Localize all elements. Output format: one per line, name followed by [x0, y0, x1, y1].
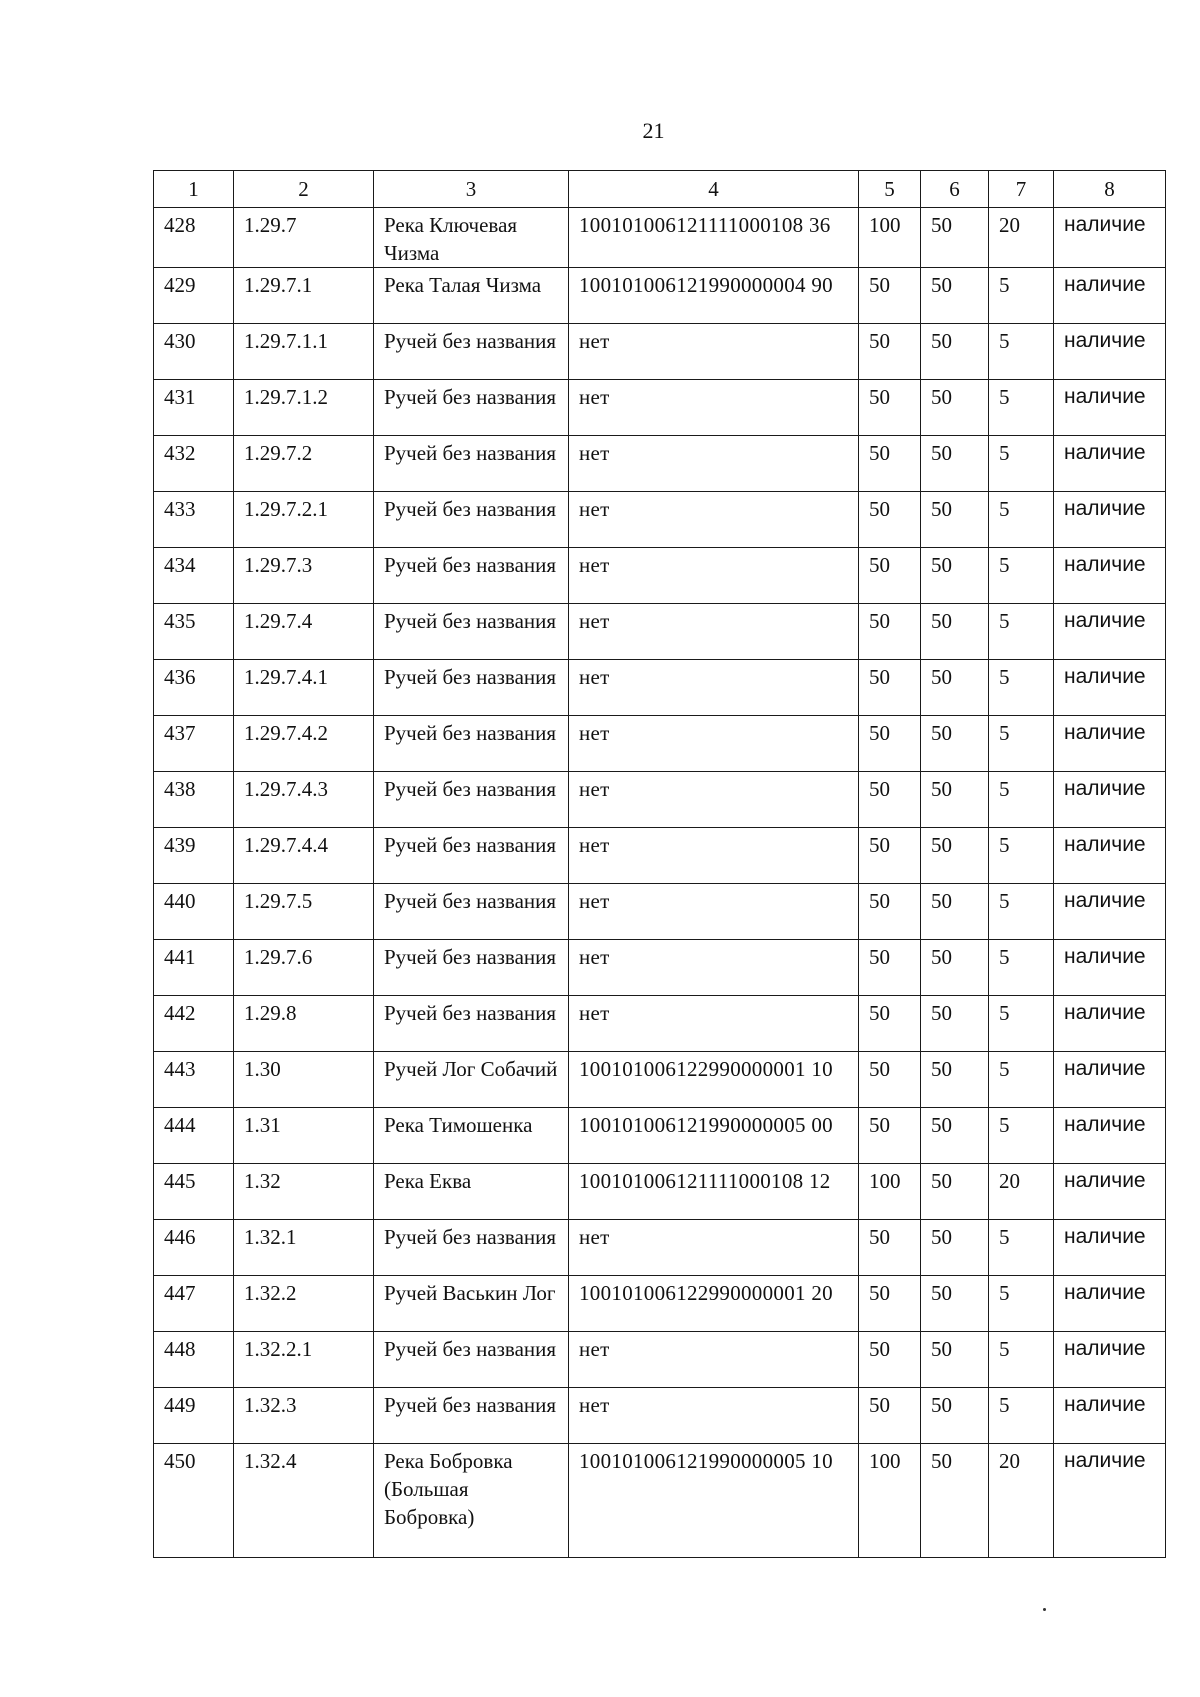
row-number: 448: [154, 1332, 234, 1388]
registry-code: нет: [569, 996, 859, 1052]
registry-code: 100101006121111000108 36: [569, 208, 859, 268]
protection-zone-width: 100: [859, 1444, 921, 1558]
water-protection-band: 20: [989, 1164, 1054, 1220]
availability-status: наличие: [1054, 208, 1166, 268]
table-row: [154, 1108, 1166, 1164]
registry-code: 100101006121990000005 10: [569, 1444, 859, 1558]
row-number: 440: [154, 884, 234, 940]
protection-zone-width: 50: [859, 324, 921, 380]
coastal-strip-width: 50: [921, 208, 989, 268]
water-protection-band: 5: [989, 1332, 1054, 1388]
row-number: 450: [154, 1444, 234, 1558]
table-row: [154, 1220, 1166, 1276]
availability-status: наличие: [1054, 1164, 1166, 1220]
water-body-name: Река Ключевая Чизма: [374, 208, 569, 268]
water-protection-band: 5: [989, 380, 1054, 436]
protection-zone-width: 100: [859, 208, 921, 268]
water-protection-band: 5: [989, 548, 1054, 604]
item-code: 1.32.4: [234, 1444, 374, 1558]
coastal-strip-width: 50: [921, 268, 989, 324]
coastal-strip-width: 50: [921, 436, 989, 492]
water-protection-band: 5: [989, 604, 1054, 660]
coastal-strip-width: 50: [921, 1164, 989, 1220]
column-header: 6: [921, 171, 989, 208]
water-body-name: Ручей без названия: [374, 716, 569, 772]
water-body-name: Ручей Васькин Лог: [374, 1276, 569, 1332]
protection-zone-width: 50: [859, 884, 921, 940]
item-code: 1.31: [234, 1108, 374, 1164]
row-number: 447: [154, 1276, 234, 1332]
water-protection-band: 5: [989, 772, 1054, 828]
row-number: 446: [154, 1220, 234, 1276]
item-code: 1.32: [234, 1164, 374, 1220]
water-protection-band: 5: [989, 884, 1054, 940]
water-protection-band: 5: [989, 1108, 1054, 1164]
availability-status: наличие: [1054, 436, 1166, 492]
coastal-strip-width: 50: [921, 380, 989, 436]
row-number: 443: [154, 1052, 234, 1108]
protection-zone-width: 50: [859, 940, 921, 996]
water-body-name: Река Тимошенка: [374, 1108, 569, 1164]
registry-code: нет: [569, 604, 859, 660]
table-row: [154, 604, 1166, 660]
water-body-name: Ручей без названия: [374, 436, 569, 492]
row-number: 439: [154, 828, 234, 884]
row-number: 433: [154, 492, 234, 548]
water-body-name: Ручей без названия: [374, 940, 569, 996]
table-header-row: [154, 171, 1166, 208]
registry-code: нет: [569, 660, 859, 716]
water-body-name: Ручей без названия: [374, 492, 569, 548]
table-row: [154, 268, 1166, 324]
water-protection-band: 20: [989, 1444, 1054, 1558]
availability-status: наличие: [1054, 604, 1166, 660]
coastal-strip-width: 50: [921, 716, 989, 772]
item-code: 1.29.7.6: [234, 940, 374, 996]
availability-status: наличие: [1054, 324, 1166, 380]
protection-zone-width: 50: [859, 772, 921, 828]
registry-code: 100101006122990000001 10: [569, 1052, 859, 1108]
item-code: 1.29.7.4.2: [234, 716, 374, 772]
protection-zone-width: 50: [859, 436, 921, 492]
row-number: 436: [154, 660, 234, 716]
water-body-name: Ручей без названия: [374, 380, 569, 436]
protection-zone-width: 50: [859, 492, 921, 548]
row-number: 437: [154, 716, 234, 772]
water-body-name: Ручей без названия: [374, 548, 569, 604]
item-code: 1.29.7.2.1: [234, 492, 374, 548]
row-number: 445: [154, 1164, 234, 1220]
registry-code: нет: [569, 940, 859, 996]
protection-zone-width: 50: [859, 548, 921, 604]
availability-status: наличие: [1054, 772, 1166, 828]
protection-zone-width: 50: [859, 1108, 921, 1164]
protection-zone-width: 50: [859, 828, 921, 884]
table-row: [154, 828, 1166, 884]
coastal-strip-width: 50: [921, 772, 989, 828]
table-row: [154, 1052, 1166, 1108]
table-row: [154, 380, 1166, 436]
water-body-name: Ручей без названия: [374, 1388, 569, 1444]
coastal-strip-width: 50: [921, 492, 989, 548]
row-number: 438: [154, 772, 234, 828]
table-row: [154, 492, 1166, 548]
registry-code: 100101006121990000004 90: [569, 268, 859, 324]
item-code: 1.29.7.4: [234, 604, 374, 660]
item-code: 1.29.8: [234, 996, 374, 1052]
registry-code: 100101006121111000108 12: [569, 1164, 859, 1220]
column-header: 1: [154, 171, 234, 208]
protection-zone-width: 50: [859, 268, 921, 324]
availability-status: наличие: [1054, 1052, 1166, 1108]
water-body-name: Ручей Лог Собачий: [374, 1052, 569, 1108]
water-protection-band: 5: [989, 1052, 1054, 1108]
row-number: 432: [154, 436, 234, 492]
column-header: 3: [374, 171, 569, 208]
water-body-name: Ручей без названия: [374, 1220, 569, 1276]
row-number: 444: [154, 1108, 234, 1164]
availability-status: наличие: [1054, 268, 1166, 324]
water-protection-band: 5: [989, 324, 1054, 380]
table-row: [154, 208, 1166, 268]
availability-status: наличие: [1054, 828, 1166, 884]
availability-status: наличие: [1054, 1444, 1166, 1558]
item-code: 1.32.2: [234, 1276, 374, 1332]
registry-code: нет: [569, 1388, 859, 1444]
item-code: 1.32.3: [234, 1388, 374, 1444]
item-code: 1.29.7.4.3: [234, 772, 374, 828]
water-protection-band: 20: [989, 208, 1054, 268]
water-protection-band: 5: [989, 1388, 1054, 1444]
registry-code: нет: [569, 1220, 859, 1276]
protection-zone-width: 50: [859, 1276, 921, 1332]
protection-zone-width: 50: [859, 1220, 921, 1276]
coastal-strip-width: 50: [921, 1052, 989, 1108]
registry-code: 100101006121990000005 00: [569, 1108, 859, 1164]
table-row: [154, 660, 1166, 716]
column-header: 2: [234, 171, 374, 208]
water-protection-band: 5: [989, 660, 1054, 716]
water-body-name: Ручей без названия: [374, 996, 569, 1052]
row-number: 442: [154, 996, 234, 1052]
water-body-name: Ручей без названия: [374, 324, 569, 380]
coastal-strip-width: 50: [921, 828, 989, 884]
registry-code: нет: [569, 548, 859, 604]
water-protection-band: 5: [989, 268, 1054, 324]
protection-zone-width: 100: [859, 1164, 921, 1220]
table-row: [154, 1332, 1166, 1388]
item-code: 1.29.7.1.2: [234, 380, 374, 436]
water-body-name: Река Еква: [374, 1164, 569, 1220]
coastal-strip-width: 50: [921, 324, 989, 380]
registry-code: нет: [569, 380, 859, 436]
item-code: 1.29.7.4.4: [234, 828, 374, 884]
water-protection-band: 5: [989, 436, 1054, 492]
item-code: 1.29.7.1: [234, 268, 374, 324]
registry-code: нет: [569, 716, 859, 772]
availability-status: наличие: [1054, 996, 1166, 1052]
availability-status: наличие: [1054, 884, 1166, 940]
coastal-strip-width: 50: [921, 1332, 989, 1388]
water-body-name: Ручей без названия: [374, 884, 569, 940]
protection-zone-width: 50: [859, 1388, 921, 1444]
coastal-strip-width: 50: [921, 940, 989, 996]
water-protection-band: 5: [989, 828, 1054, 884]
table-row: [154, 548, 1166, 604]
water-protection-band: 5: [989, 492, 1054, 548]
row-number: 431: [154, 380, 234, 436]
coastal-strip-width: 50: [921, 1276, 989, 1332]
coastal-strip-width: 50: [921, 660, 989, 716]
coastal-strip-width: 50: [921, 884, 989, 940]
table-row: [154, 716, 1166, 772]
protection-zone-width: 50: [859, 996, 921, 1052]
registry-code: нет: [569, 436, 859, 492]
column-header: 7: [989, 171, 1054, 208]
registry-code: нет: [569, 884, 859, 940]
availability-status: наличие: [1054, 716, 1166, 772]
coastal-strip-width: 50: [921, 996, 989, 1052]
table-row: [154, 772, 1166, 828]
protection-zone-width: 50: [859, 380, 921, 436]
coastal-strip-width: 50: [921, 1220, 989, 1276]
item-code: 1.29.7.5: [234, 884, 374, 940]
row-number: 434: [154, 548, 234, 604]
protection-zone-width: 50: [859, 1052, 921, 1108]
table-row: [154, 1388, 1166, 1444]
availability-status: наличие: [1054, 492, 1166, 548]
scan-mark: [1043, 1608, 1046, 1611]
availability-status: наличие: [1054, 1388, 1166, 1444]
water-body-name: Ручей без названия: [374, 772, 569, 828]
availability-status: наличие: [1054, 380, 1166, 436]
protection-zone-width: 50: [859, 716, 921, 772]
water-bodies-table: [153, 170, 1166, 1558]
row-number: 441: [154, 940, 234, 996]
table-row: [154, 436, 1166, 492]
column-header: 5: [859, 171, 921, 208]
column-header: 8: [1054, 171, 1166, 208]
row-number: 430: [154, 324, 234, 380]
protection-zone-width: 50: [859, 604, 921, 660]
item-code: 1.32.1: [234, 1220, 374, 1276]
column-header: 4: [569, 171, 859, 208]
registry-code: нет: [569, 492, 859, 548]
availability-status: наличие: [1054, 548, 1166, 604]
coastal-strip-width: 50: [921, 1444, 989, 1558]
coastal-strip-width: 50: [921, 604, 989, 660]
water-body-name: Ручей без названия: [374, 660, 569, 716]
registry-code: нет: [569, 1332, 859, 1388]
availability-status: наличие: [1054, 1108, 1166, 1164]
item-code: 1.29.7: [234, 208, 374, 268]
availability-status: наличие: [1054, 1276, 1166, 1332]
row-number: 435: [154, 604, 234, 660]
item-code: 1.29.7.1.1: [234, 324, 374, 380]
table-row: [154, 1276, 1166, 1332]
water-body-name: Ручей без названия: [374, 604, 569, 660]
registry-code: нет: [569, 828, 859, 884]
availability-status: наличие: [1054, 1220, 1166, 1276]
registry-code: 100101006122990000001 20: [569, 1276, 859, 1332]
table-row: [154, 1444, 1166, 1558]
row-number: 428: [154, 208, 234, 268]
protection-zone-width: 50: [859, 660, 921, 716]
protection-zone-width: 50: [859, 1332, 921, 1388]
table-row: [154, 1164, 1166, 1220]
water-body-name: Ручей без названия: [374, 828, 569, 884]
table-row: [154, 324, 1166, 380]
availability-status: наличие: [1054, 1332, 1166, 1388]
item-code: 1.30: [234, 1052, 374, 1108]
water-body-name: Река Бобровка (Большая Бобровка): [374, 1444, 569, 1558]
water-body-name: Ручей без названия: [374, 1332, 569, 1388]
coastal-strip-width: 50: [921, 1108, 989, 1164]
table-row: [154, 940, 1166, 996]
water-protection-band: 5: [989, 1220, 1054, 1276]
water-body-name: Река Талая Чизма: [374, 268, 569, 324]
water-protection-band: 5: [989, 996, 1054, 1052]
table-row: [154, 996, 1166, 1052]
coastal-strip-width: 50: [921, 548, 989, 604]
table-row: [154, 884, 1166, 940]
row-number: 449: [154, 1388, 234, 1444]
row-number: 429: [154, 268, 234, 324]
registry-code: нет: [569, 772, 859, 828]
water-protection-band: 5: [989, 940, 1054, 996]
item-code: 1.32.2.1: [234, 1332, 374, 1388]
item-code: 1.29.7.4.1: [234, 660, 374, 716]
availability-status: наличие: [1054, 660, 1166, 716]
coastal-strip-width: 50: [921, 1388, 989, 1444]
water-protection-band: 5: [989, 1276, 1054, 1332]
availability-status: наличие: [1054, 940, 1166, 996]
registry-code: нет: [569, 324, 859, 380]
water-protection-band: 5: [989, 716, 1054, 772]
page-number: 21: [642, 118, 665, 143]
item-code: 1.29.7.2: [234, 436, 374, 492]
table-body: [154, 208, 1166, 1558]
item-code: 1.29.7.3: [234, 548, 374, 604]
